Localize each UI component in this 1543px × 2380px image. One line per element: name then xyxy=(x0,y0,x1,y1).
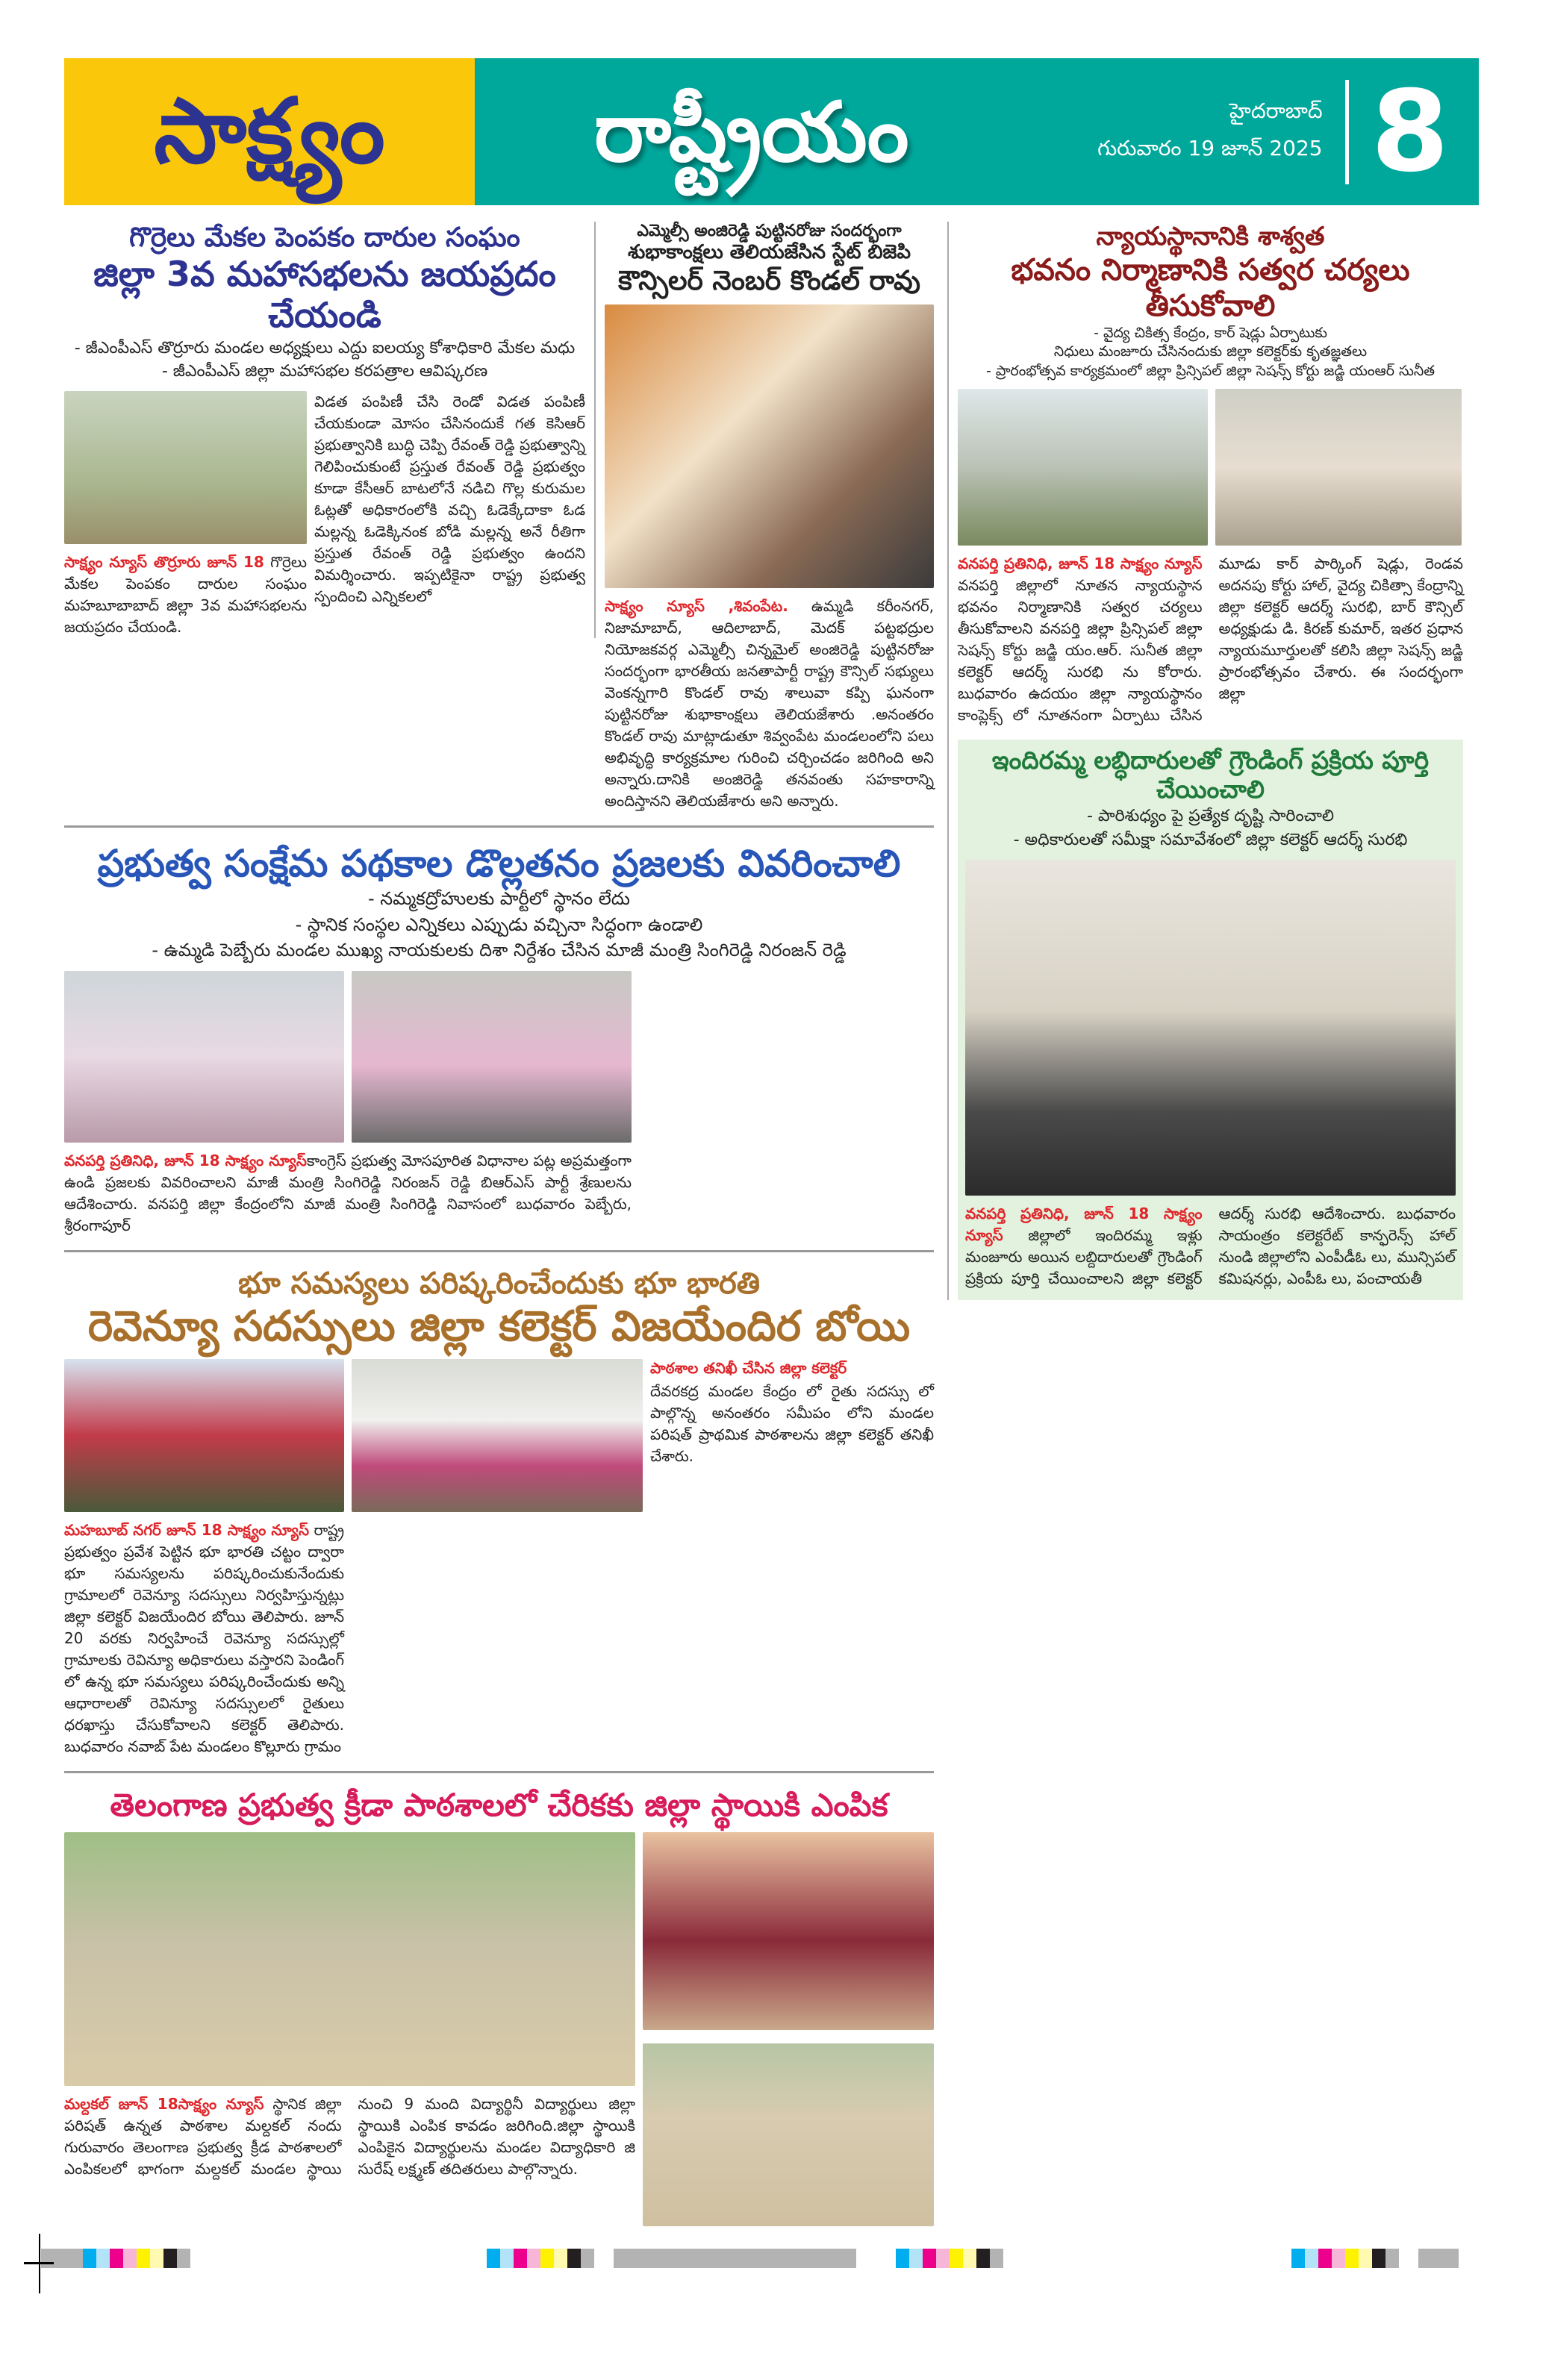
photo-brs-meeting-1 xyxy=(64,971,344,1143)
story-body xyxy=(965,1203,1456,1290)
subhead: నిధులు మంజూరు చేసినందుకు జిల్లా కలెక్టర్‌కు కృతజ్ఞతలు xyxy=(1053,343,1368,360)
print-color-bar xyxy=(896,2249,1003,2268)
story-body xyxy=(64,1519,344,1758)
headline: కౌన్సిలర్ నెంబర్ కొండల్ రావు xyxy=(618,265,920,296)
photo-students-group xyxy=(643,1832,934,2030)
edition-meta xyxy=(1097,99,1322,166)
side-body: దేవరకద్ర మండల కేంద్రం లో రైతు సదస్సు లో పాల్గొన్న అనంతరం సమీపం లోని మండల పరిషత్ ప్రాథమిక పాఠశాలను జిల్లా కలెక్టర్ తనిఖీ చేశారు. xyxy=(650,1382,934,1466)
edition-date: గురువారం 19 జూన్ 2025 xyxy=(1097,135,1323,160)
story-body: విడత పంపిణీ చేసి రెండో విడత పంపిణీ చేయకుండా మోసం చేసినందుకే గత కెసిఆర్ ప్రభుత్వానికి బుద్ధి చెప్పి రేవంత్ రెడ్డి ప్రభుత్వాన్ని గెలిపించుకుంటే ప్రస్తుత రేవంత్ రెడ్డి ప్రభుత్వం కూడా కేసీఆర్ బాటలోనే నడిచి గొల్ల కురుమల ఓట్లతో అధికారంలోకి వచ్చి ఓడెక్కేదాకా ఓడ మల్లన్న ఓడెక్కినంక బోడి మల్లన్న అనే రీతిగా ప్రస్తుత రేవంత్ రెడ్డి ప్రభుత్వం ఉందని విమర్శించారు. ఇప్పటికైనా రాష్ట్ర ప్రభుత్వ స్పందించి ఎన్నికలలో xyxy=(314,393,585,606)
story-court-building xyxy=(958,222,1463,726)
newspaper-logo: సాక్ష్యం xyxy=(154,79,385,184)
section-rule xyxy=(64,825,934,828)
story-bjp-birthday xyxy=(605,222,934,812)
print-color-bar xyxy=(487,2249,856,2268)
headline: ఇందిరమ్మ లబ్ధిదారులతో గ్రౌండింగ్ ప్రక్రియ పూర్తి చేయించాలి xyxy=(991,745,1430,805)
headline: భవనం నిర్మాణానికి సత్వర చర్యలు తీసుకోవాలి xyxy=(1011,252,1410,323)
side-headline: పాఠశాల తనిఖీ చేసిన జిల్లా కలెక్టర్ xyxy=(650,1359,847,1378)
story-body xyxy=(958,553,1463,726)
story-content xyxy=(64,1832,934,2226)
dateline: మల్దకల్ జూన్ 18సాక్ష్యం న్యూస్ xyxy=(64,2094,264,2113)
photo-school-inspection xyxy=(352,1359,643,1512)
print-color-bars xyxy=(64,2249,1479,2293)
subhead: - నమ్మకద్రోహులకు పార్టీలో స్థానం లేదు xyxy=(368,887,630,909)
photo-revenue-sadassu xyxy=(64,1359,344,1512)
dateline: సాక్ష్యం న్యూస్ ,శివంపేట. xyxy=(605,596,788,615)
headline-line1: శుభాకాంక్షలు తెలియజేసిన స్టేట్ బిజెపి xyxy=(627,241,911,264)
print-color-bar xyxy=(1291,2249,1459,2268)
story-photos xyxy=(64,971,934,1143)
story-sports-school xyxy=(64,1787,934,2226)
story-body xyxy=(64,552,307,638)
photo-court-inauguration-2 xyxy=(1215,389,1462,546)
story-body xyxy=(605,596,934,812)
dateline: వనపర్తి ప్రతినిధి, జూన్ 18 సాక్ష్యం న్యూస్ xyxy=(965,1204,1203,1244)
headline: రెవెన్యూ సదస్సులు జిల్లా కలెక్టర్ విజయేందిర బోయి xyxy=(87,1302,911,1352)
body-text: ఉమ్మడి కరీంనగర్, నిజామాబాద్, ఆదిలాబాద్, మెదక్ పట్టభద్రుల నియోజకవర్గ ఎమ్మెల్సీ చిన్నమైల్ అంజిరెడ్డి పుట్టినరోజు సందర్భంగా భారతీయ జనతాపార్టీ రాష్ట్ర కౌన్సిల్ సభ్యులు వెంకన్నగారి కొండల్ రావు శాలువా కప్పి ఘనంగా పుట్టినరోజు శుభాకాంక్షలు తెలియజేశారు .అనంతరం కొండల్ రావు మాట్లాడుతూ శివ్వంపేట మండలంలోని పలు అభివృద్ధి కార్యక్రమాల గురించి చర్చించడం జరిగింది అని అన్నారు.దానికి అంజిరెడ్డి తనవంతు సహకారాన్ని అందిస్తానని తెలియజేశారు అని అన్నారు. xyxy=(605,596,934,810)
photo-students-running xyxy=(643,2043,934,2226)
story-welfare-schemes xyxy=(64,841,934,1237)
story-photos xyxy=(958,389,1463,546)
right-column xyxy=(947,222,1463,1300)
page-grid xyxy=(64,222,1479,2226)
section-rule xyxy=(64,1250,934,1252)
story-sheep-goat-union xyxy=(64,222,596,638)
photo-with-caption xyxy=(64,391,307,638)
crop-mark xyxy=(24,2262,54,2264)
subhead: - పారిశుధ్యం పై ప్రత్యేక దృష్టి సారించాలి xyxy=(1086,806,1335,825)
subhead: - స్థానిక సంస్థల ఎన్నికలు ఎప్పుడు వచ్చినా సిద్ధంగా ఉండాలి xyxy=(295,913,703,935)
masthead-banner xyxy=(475,58,1479,205)
headline-kicker: భూ సమస్యలు పరిష్కరించేందుకు భూ భారతి xyxy=(237,1266,761,1302)
body-text: జిల్లాలో ఇందిరమ్మ ఇళ్లు మంజూరు అయిన లబ్దిదారులతో గ్రౌండింగ్ ప్రక్రియ పూర్తి చేయించాలని జిల్లా కలెక్టర్ ఆదర్శ్ సురభి ఆదేశించారు. బుధవారం సాయంత్రం కలెక్టరేట్ కాన్ఫరెన్స్ హాల్ నుండి జిల్లాలోని ఎంపీడీఓ లు, మున్సిపల్ కమిషనర్లు, ఎంపీఓ లు, పంచాయతీ xyxy=(965,1204,1456,1287)
top-stories-row xyxy=(64,222,934,812)
masthead-divider xyxy=(1345,80,1349,184)
subhead: - ప్రారంభోత్సవ కార్యక్రమంలో జిల్లా ప్రిన్సిపల్ జిల్లా సెషన్స్ కోర్టు జడ్జి యంఆర్ సునీత xyxy=(985,363,1436,380)
side-photos xyxy=(643,1832,934,2226)
story-body xyxy=(64,2093,635,2180)
dateline: వనపర్తి ప్రతినిధి, జూన్ 18 సాక్ష్యం న్యూస్ xyxy=(64,1152,307,1170)
photo-review-meeting xyxy=(965,860,1456,1196)
subhead: - అధికారులతో సమీక్షా సమావేశంలో జిల్లా కలెక్టర్ ఆదర్శ్ సురభి xyxy=(1013,830,1408,849)
story-content xyxy=(64,391,585,638)
edition-city: హైదరాబాద్ xyxy=(1229,98,1323,123)
story-main xyxy=(64,1359,344,1758)
section-title: రాష్ట్రీయం xyxy=(594,84,909,180)
headline: తెలంగాణ ప్రభుత్వ క్రీడా పాఠశాలలో చేరికకు జిల్లా స్థాయికి ఎంపిక xyxy=(110,1787,888,1824)
masthead-logo-box xyxy=(64,58,475,205)
left-column xyxy=(64,222,934,2226)
headline: ప్రభుత్వ సంక్షేమ పథకాల డొల్లతనం ప్రజలకు వివరించాలి xyxy=(97,841,901,885)
page-number: 8 xyxy=(1371,66,1449,197)
photo-birthday-greetings xyxy=(605,304,934,588)
subhead: - జీఎంపీఎస్ తొర్రూరు మండల అధ్యక్షులు ఎద్దు ఐలయ్య కోశాధికారి మేకల మధు xyxy=(74,338,576,357)
body-text: వనపర్తి జిల్లాలో నూతన న్యాయస్థాన భవనం నిర్మాణానికి సత్వర చర్యలు తీసుకోవాలని వనపర్తి జిల్లా ప్రిన్సిపల్ జిల్లా సెషన్స్ కోర్టు జడ్జి యం.ఆర్. సునీత జిల్లా కలెక్టర్ ఆదర్శ్ సురభి ను కోరారు. బుధవారం ఉదయం జిల్లా న్యాయస్థానం కాంప్లెక్స్ లో నూతనంగా ఏర్పాటు చేసిన మూడు కార్ పార్కింగ్ షెడ్లు, రెండవ అదనపు కోర్టు హాల్, వైద్య చికిత్సా కేంద్రాన్ని జిల్లా కలెక్టర్ ఆదర్శ్ సురభి, బార్ కౌన్సిల్ అధ్యక్షుడు డి. కిరణ్ కుమార్, ఇతర ప్రధాన న్యాయమూర్తులతో కలిసి జిల్లా సెషన్స్ జడ్జి ప్రారంభోత్సవం చేశారు. ఈ సందర్భంగా జిల్లా xyxy=(958,554,1463,724)
dateline: వనపర్తి ప్రతినిధి, జూన్ 18 సాక్ష్యం న్యూస్ xyxy=(958,554,1203,572)
subhead: - వైద్య చికిత్స కేంద్రం, కార్ షెడ్లు ఏర్పాటుకు xyxy=(1094,324,1327,341)
story-indiramma-housing xyxy=(958,740,1463,1300)
story-main xyxy=(64,1832,635,2180)
masthead xyxy=(64,58,1479,205)
kicker: ఎమ్మెల్సీ అంజిరెడ్డి పుట్టినరోజు సందర్భంగా xyxy=(637,222,902,240)
story-body xyxy=(64,1150,632,1237)
photo-court-inauguration-1 xyxy=(958,389,1208,546)
body-text: కాంగ్రెస్ ప్రభుత్వ మోసపూరిత విధానాల పట్ల అప్రమత్తంగా ఉండి ప్రజలకు వివరించాలని మాజీ మంత్రి సింగిరెడ్డి నిరంజన్ రెడ్డి బిఆర్ఎస్ పార్టీ శ్రేణులను ఆదేశించారు. వనపర్తి జిల్లా కేంద్రంలోని మాజీ మంత్రి సింగిరెడ్డి నివాసంలో బుధవారం పెబ్బేరు, శ్రీరంగాపూర్ xyxy=(64,1152,632,1235)
body-text: రాష్ట్ర ప్రభుత్వం ప్రవేశ పెట్టిన భూ భారతి చట్టం ద్వారా భూ సమస్యలను పరిష్కరించుకునేందుకు గ్రామాలలో రెవెన్యూ సదస్సులు నిర్వహిస్తున్నట్లు జిల్లా కలెక్టర్ విజయేందిర బోయి తెలిపారు. జూన్ 20 వరకు నిర్వహించే రెవెన్యూ సదస్సుల్లో గ్రామాలకు రెవిన్యూ అధికారులు వస్తారని పెండింగ్ లో ఉన్న భూ సమస్యలు పరిష్కరించేందుకు అన్ని ఆధారాలతో రెవిన్యూ సదస్సులలో రైతులు ధరఖాస్తు చేసుకోవాలని కలెక్టర్ తెలిపారు. బుధవారం నవాబ్ పేట మండలం కొల్లూరు గ్రామం xyxy=(64,1521,344,1756)
headline-kicker: న్యాయస్థానానికి శాశ్వత xyxy=(1096,222,1325,252)
print-color-bar xyxy=(41,2249,190,2268)
dateline: సాక్ష్యం న్యూస్ తొర్రూరు జూన్ 18 xyxy=(64,553,264,572)
sidebar-story-school-inspection xyxy=(650,1359,934,1467)
photo-brs-meeting-2 xyxy=(352,971,632,1143)
section-rule xyxy=(64,1771,934,1773)
story-content xyxy=(64,1359,934,1758)
body-text: స్థానిక జిల్లా పరిషత్ ఉన్నత పాఠశాల మల్దకల్ నందు గురువారం తెలంగాణ ప్రభుత్వ క్రీడ పాఠశాలలో ఎంపికలలో భాగంగా మల్దకల్ మండల స్థాయి నుంచి 9 మంది విద్యార్థినీ విద్యార్థులు జిల్లా స్థాయికి ఎంపిక కావడం జరిగింది.జిల్లా స్థాయికి ఎంపికైన విద్యార్థులను మండల విద్యాధికారి జి సురేష్ లక్ష్మణ్ తదితరులు పాల్గొన్నారు. xyxy=(64,2094,635,2178)
lead-text: గొర్రెలు మేకల పెంపకం దారుల సంఘం మహబూబాబాద్ జిల్లా 3వ మహాసభలను జయప్రదం చేయండి. xyxy=(64,553,307,637)
headline: జిల్లా 3వ మహాసభలను జయప్రదం చేయండి xyxy=(93,254,556,336)
photo-students-selection xyxy=(64,1832,635,2086)
headline-kicker: గొర్రెలు మేకల పెంపకం దారుల సంఘం xyxy=(129,222,520,253)
subhead: - జీఎంపీఎస్ జిల్లా మహాసభల కరపత్రాల ఆవిష్కరణ xyxy=(161,362,488,381)
photo-union-leaflet-release xyxy=(64,391,307,544)
story-revenue-sadassu xyxy=(64,1266,934,1758)
dateline: మహబూబ్ నగర్ జూన్ 18 సాక్ష్యం న్యూస్ xyxy=(64,1521,309,1540)
subhead: - ఉమ్మడి పెబ్బేరు మండల ముఖ్య నాయకులకు దిశా నిర్దేశం చేసిన మాజీ మంత్రి సింగిరెడ్డి నిరంజన్ రెడ్డి xyxy=(152,940,847,961)
